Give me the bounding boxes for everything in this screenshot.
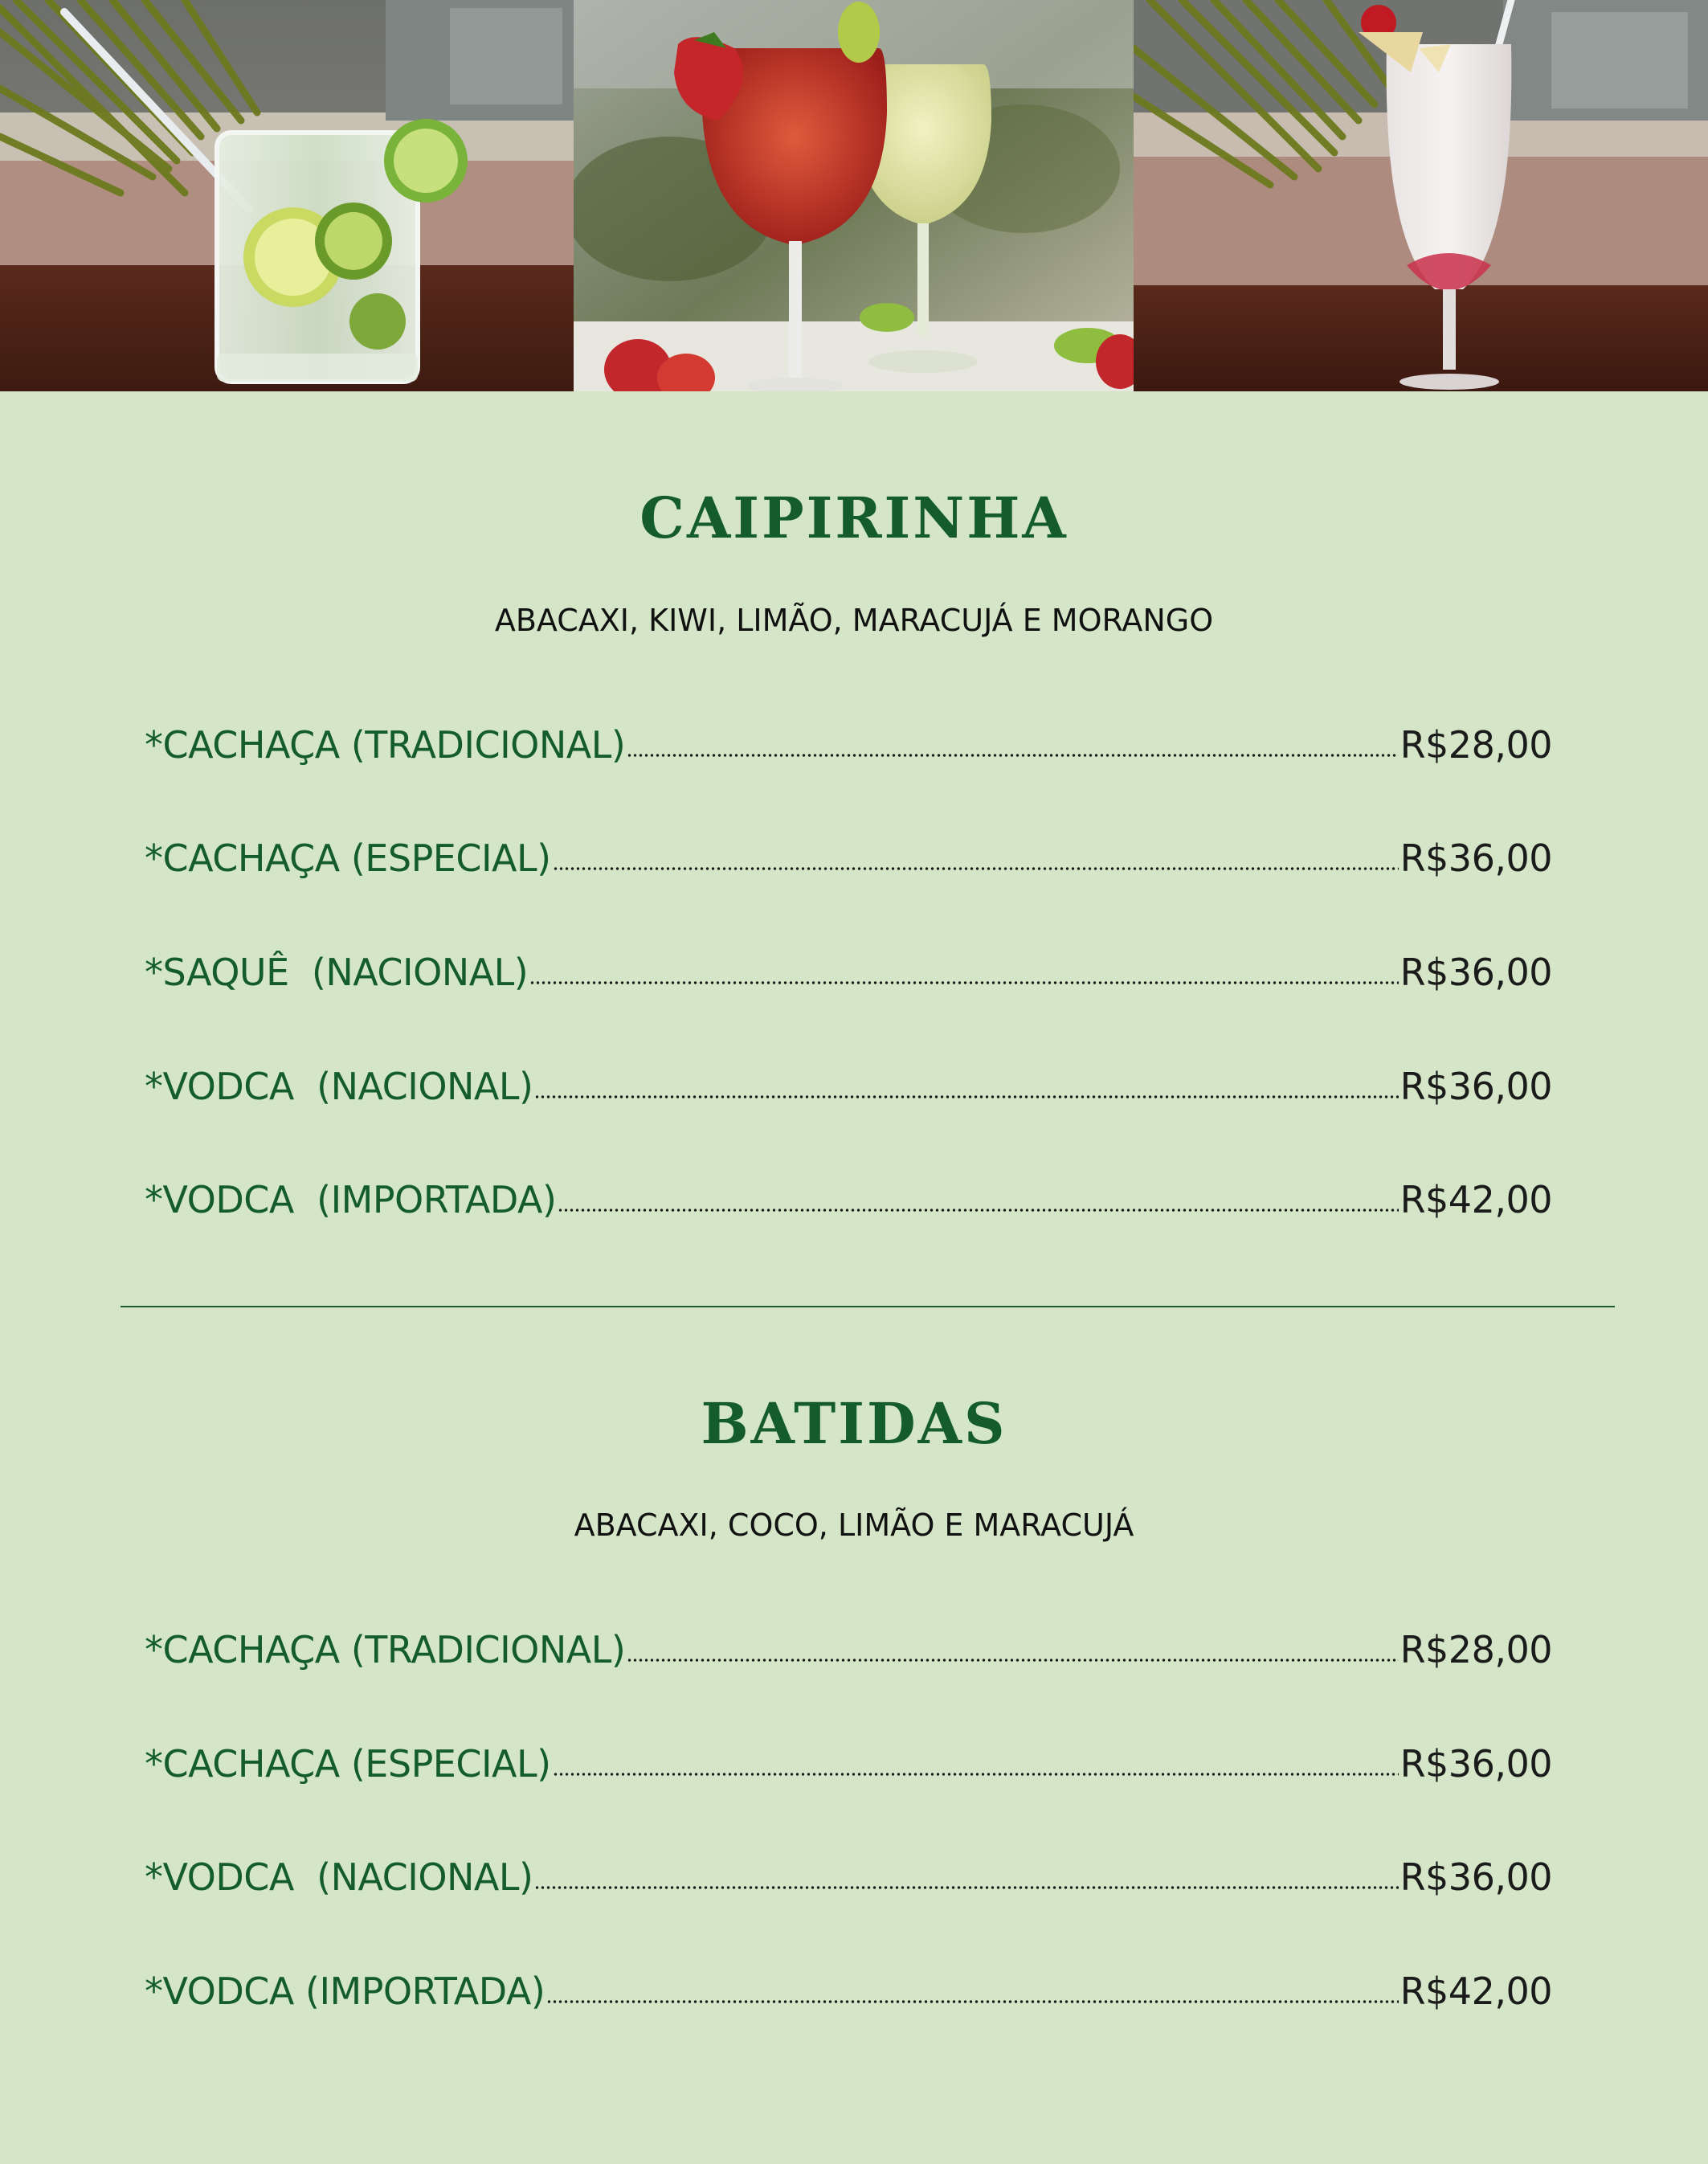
menu-item bbox=[145, 935, 1552, 994]
menu-item bbox=[145, 1839, 1552, 1899]
pina-colada-photo bbox=[1134, 0, 1708, 391]
wine-glasses-photo bbox=[574, 0, 1134, 391]
caipirinha-photo bbox=[0, 0, 574, 391]
item-price: R$36,00 bbox=[1399, 951, 1552, 994]
item-name: *VODCA (NACIONAL) bbox=[145, 1065, 533, 1108]
item-price: R$36,00 bbox=[1399, 837, 1552, 880]
photo-strip bbox=[0, 0, 1708, 391]
dot-leader bbox=[534, 1884, 1398, 1891]
item-name: *CACHAÇA (ESPECIAL) bbox=[145, 1742, 551, 1786]
item-name: *CACHAÇA (TRADICIONAL) bbox=[145, 723, 626, 767]
item-price: R$36,00 bbox=[1399, 1065, 1552, 1108]
menu-item bbox=[145, 1953, 1552, 2013]
item-name: *SAQUÊ (NACIONAL) bbox=[145, 951, 529, 994]
section-title-caipirinha: CAIPIRINHA bbox=[639, 485, 1069, 551]
item-price: R$28,00 bbox=[1399, 1628, 1552, 1671]
flavors-caipirinha: ABACAXI, KIWI, LIMÃO, MARACUJÁ E MORANGO bbox=[494, 603, 1214, 638]
item-name: *CACHAÇA (ESPECIAL) bbox=[145, 837, 551, 880]
menu-item bbox=[145, 820, 1552, 880]
dot-leader bbox=[627, 752, 1398, 759]
dot-leader bbox=[553, 865, 1399, 872]
menu-item bbox=[145, 1162, 1552, 1221]
menu-item bbox=[145, 1612, 1552, 1671]
item-name: *VODCA (NACIONAL) bbox=[145, 1855, 533, 1899]
dot-leader bbox=[558, 1207, 1398, 1213]
dot-leader bbox=[534, 1094, 1398, 1100]
menu-item bbox=[145, 1049, 1552, 1108]
dot-leader bbox=[553, 1771, 1399, 1777]
dot-leader bbox=[627, 1657, 1398, 1663]
menu-item bbox=[145, 707, 1552, 767]
dot-leader bbox=[529, 980, 1398, 986]
item-name: *CACHAÇA (TRADICIONAL) bbox=[145, 1628, 626, 1671]
flavors-batidas: ABACAXI, COCO, LIMÃO E MARACUJÁ bbox=[574, 1507, 1134, 1543]
dot-leader bbox=[546, 1998, 1398, 2005]
item-price: R$42,00 bbox=[1399, 1970, 1552, 2013]
item-name: *VODCA (IMPORTADA) bbox=[145, 1970, 545, 2013]
menu-item bbox=[145, 1726, 1552, 1786]
item-price: R$28,00 bbox=[1399, 723, 1552, 767]
item-name: *VODCA (IMPORTADA) bbox=[145, 1178, 557, 1221]
section-title-batidas: BATIDAS bbox=[701, 1390, 1007, 1457]
section-divider bbox=[121, 1306, 1615, 1307]
item-price: R$36,00 bbox=[1399, 1855, 1552, 1899]
item-price: R$36,00 bbox=[1399, 1742, 1552, 1786]
item-price: R$42,00 bbox=[1399, 1178, 1552, 1221]
